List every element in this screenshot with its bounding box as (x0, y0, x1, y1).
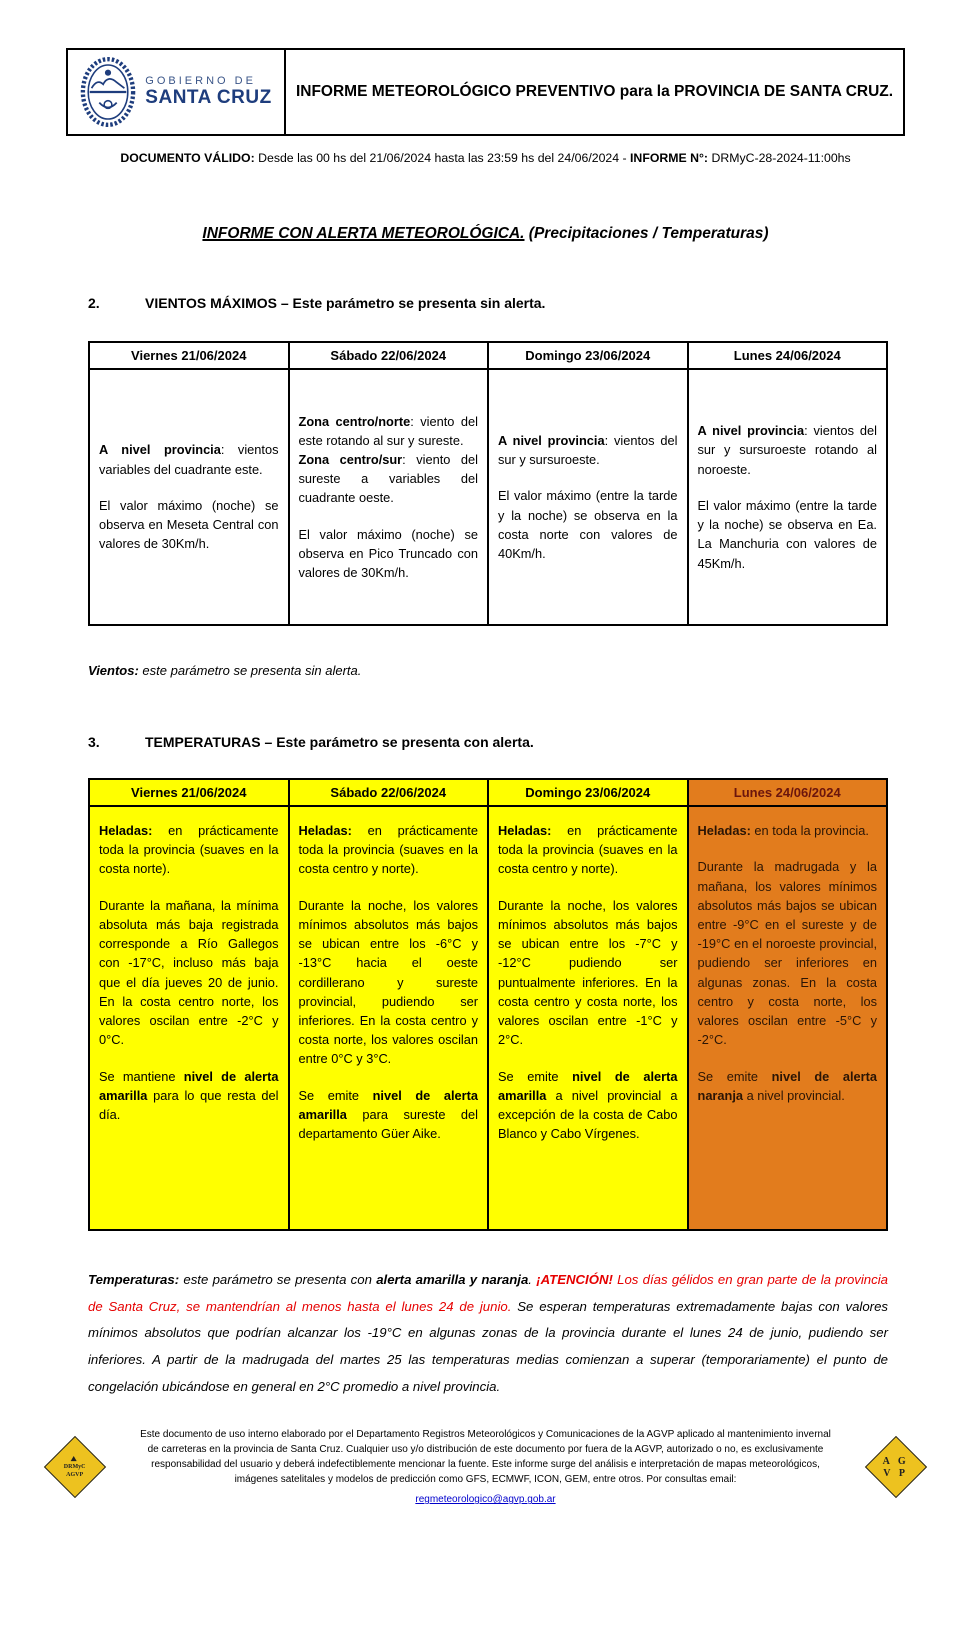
text-segment: El valor máximo (entre la tarde y la noche) se observa en la costa norte con valores de 40Km/h. (498, 488, 678, 561)
text-segment: Se emite (697, 1068, 772, 1084)
text-segment: : vientos del sur y sursuroeste rotando al noroeste. (697, 423, 878, 477)
text-segment: Los días gélidos en gran parte de la provincia de Santa Cruz, se mantendrían al menos hasta el lunes 24 de junio. (88, 1272, 888, 1314)
report-title: INFORME METEOROLÓGICO PREVENTIVO para la PROVINCIA DE SANTA CRUZ. (295, 83, 894, 100)
text-segment: nivel de alerta amarilla (298, 1087, 479, 1122)
temp-cell-viernes (89, 806, 289, 1230)
validity-line (0, 151, 971, 165)
footer-center (136, 1427, 836, 1507)
text-segment: : viento del este rotando al sur y sureste. (298, 413, 478, 448)
agvp-badge-row1: A G (883, 1455, 909, 1467)
paragraph (99, 496, 279, 554)
text-segment: para lo que resta del día. (99, 1087, 279, 1122)
section-number: 2. (88, 295, 100, 311)
paragraph (99, 821, 279, 879)
section-heading-vientos (88, 295, 971, 311)
wind-table-header-row (89, 342, 887, 369)
paragraph (299, 525, 479, 583)
gobierno-logo-text (145, 75, 271, 109)
footer-text: Este documento de uso interno elaborado por el Departamento Registros Meteorológicos y Comunicaciones de la AGVP aplicado al mantenimiento invernal de carreteras en la provincia de Santa Cruz. Cualquier uso y/o distribución de este documento por fuera de la AGVP, autorizado o no, es exclusivamente responsabilidad del usuario y deberá indefectiblemente mencionar la fuente. Este informe surge del análisis e interpretación de mapas meteorológicos, imágenes satelitales y modelos de predicción como GFS, ECMWF, ICON, GEM, entre otros. Por consultas email: (140, 1429, 831, 1486)
wind-note-label: Vientos: (88, 663, 139, 678)
text-segment: en prácticamente toda la provincia (suaves en la costa centro y norte). (498, 823, 678, 877)
section-text: VIENTOS MÁXIMOS – Este parámetro se presenta sin alerta. (145, 295, 546, 311)
text-segment: nivel de alerta naranja (697, 1068, 878, 1103)
text-segment: A nivel provincia (99, 442, 221, 458)
text-segment: Durante la noche, los valores mínimos absolutos más bajos se ubican entre los -6°C y -13°C hacia el oeste cordillerano y sureste provincial, pudiendo ser inferiores. En la costa centro y costa norte, los valores oscilan entre 0°C y 3°C. (298, 897, 478, 1067)
drmyc-badge-emblem: ⛰ (71, 1454, 79, 1463)
informe-number-value: DRMyC-28-2024-11:00hs (708, 151, 851, 165)
wind-table-body-row (89, 369, 887, 625)
temp-header-sabado: Sábado 22/06/2024 (289, 779, 489, 806)
temp-cell-domingo (488, 806, 688, 1230)
page-footer (0, 1427, 971, 1507)
wind-cell-lunes (688, 369, 888, 625)
temp-header-viernes: Viernes 21/06/2024 (89, 779, 289, 806)
drmyc-badge-icon (44, 1436, 106, 1498)
agvp-badge-icon (865, 1436, 927, 1498)
alert-title (0, 225, 971, 243)
text-segment: Heladas: (298, 823, 352, 838)
text-segment: A nivel provincia (697, 423, 805, 439)
paragraph (299, 450, 479, 508)
wind-header-sabado: Sábado 22/06/2024 (289, 342, 489, 369)
text-segment: El valor máximo (noche) se observa en Meseta Central con valores de 30Km/h. (99, 498, 279, 552)
santa-cruz-crest-icon (80, 56, 136, 128)
paragraph (99, 896, 279, 1050)
text-segment: Durante la madrugada y la mañana, los valores mínimos absolutos más bajos se ubican entre -9°C en el sureste y de -19°C en el noroeste provincial, pudiendo ser inferiores en algunas zonas. En la costa centro y costa norte, los valores oscilan entre -5°C y -2°C. (697, 859, 877, 1048)
paragraph (299, 896, 479, 1069)
paragraph (498, 1067, 678, 1144)
text-segment: en toda la provincia. (750, 823, 869, 838)
text-segment: Heladas: (498, 823, 552, 838)
paragraph (698, 421, 878, 479)
text-segment: a nivel provincial a excepción de la costa de Cabo Blanco y Cabo Vírgenes. (498, 1087, 678, 1142)
text-segment: : vientos del sur y sursuroeste. (498, 432, 678, 467)
section-text: TEMPERATURAS – Este parámetro se presenta con alerta. (145, 734, 534, 750)
text-segment: : viento del sureste a variables del cuadrante oeste. (298, 451, 478, 506)
text-segment: Zona centro/norte (298, 413, 411, 429)
footer-email-line (136, 1489, 836, 1507)
text-segment: este parámetro se presenta con (179, 1272, 377, 1287)
logo-gobierno-de: GOBIERNO DE (145, 74, 256, 87)
text-segment: Durante la noche, los valores mínimos absolutos más bajos se ubican entre los -7°C y -12°C pudiendo ser puntualmente inferiores. En la costa centro y costa norte, los valores oscilan entre -1°C y 2°C. (498, 897, 678, 1048)
paragraph (498, 896, 678, 1050)
text-segment: ¡ATENCIÓN! (536, 1272, 613, 1287)
text-segment: . (528, 1272, 537, 1287)
drmyc-badge-line1: DRMyC (64, 1464, 86, 1471)
text-segment: El valor máximo (entre la tarde y la noche) se observa en Ea. La Manchuria con valores de 45Km/h. (697, 498, 877, 571)
wind-note-text: este parámetro se presenta sin alerta. (138, 663, 362, 678)
wind-cell-viernes (89, 369, 289, 625)
paragraph (498, 486, 678, 563)
temp-table-body-row (89, 806, 887, 1230)
text-segment: Zona centro/sur (298, 451, 403, 467)
paragraph (299, 1086, 479, 1144)
text-segment: para sureste del departamento Güer Aike. (298, 1106, 478, 1142)
wind-table (88, 341, 888, 626)
informe-number-label: INFORME N°: (630, 151, 709, 165)
validity-text: Desde las 00 hs del 21/06/2024 hasta las 23:59 hs del 24/06/2024 - (254, 151, 631, 165)
logo-santa-cruz: SANTA CRUZ (145, 87, 272, 109)
validity-label: DOCUMENTO VÁLIDO: (120, 151, 255, 165)
temp-cell-sabado (289, 806, 489, 1230)
text-segment: nivel de alerta amarilla (498, 1068, 678, 1103)
paragraph (698, 496, 878, 573)
temp-table-header-row (89, 779, 887, 806)
text-segment: Se emite (498, 1068, 573, 1084)
paragraph (498, 821, 678, 879)
temp-header-domingo: Domingo 23/06/2024 (488, 779, 688, 806)
paragraph (498, 431, 678, 469)
text-segment: Se esperan temperaturas extremadamente bajas con valores mínimos absolutos que podrían alcanzar los -19°C en algunas zonas de la provincia durante el lunes 24 de junio, pudiendo ser inferiores. A partir de la madrugada del martes 25 las temperaturas medias comienzan a superar (temporariamente) el punto de congelación ubicándose en general en 2°C promedio a nivel provincia. (88, 1298, 888, 1394)
wind-header-domingo: Domingo 23/06/2024 (488, 342, 688, 369)
text-segment: nivel de alerta amarilla (99, 1068, 279, 1103)
text-segment: alerta amarilla y naranja (376, 1272, 529, 1287)
gobierno-santa-cruz-logo (68, 50, 286, 134)
section-heading-temperaturas (88, 734, 971, 750)
footer-email-link[interactable]: regmeteorologico@agvp.gob.ar (415, 1494, 556, 1506)
text-segment: a nivel provincial. (743, 1087, 845, 1103)
report-header (66, 48, 905, 136)
agvp-badge-row2: V P (883, 1467, 909, 1479)
alert-title-rest: (Precipitaciones / Temperaturas) (524, 225, 769, 242)
text-segment: Se emite (298, 1087, 373, 1103)
temp-header-lunes: Lunes 24/06/2024 (688, 779, 888, 806)
temperature-note (88, 1267, 888, 1400)
text-segment: Durante la mañana, la mínima absoluta más baja registrada corresponde a Río Gallegos con -17°C, incluso más baja que el día jueves 20 de junio. En la costa centro norte, los valores oscilan entre -2°C y 0°C. (99, 897, 279, 1048)
paragraph (698, 821, 878, 840)
wind-note (88, 663, 971, 678)
text-segment: Se mantiene (99, 1068, 184, 1084)
wind-cell-sabado (289, 369, 489, 625)
informe-page (0, 48, 971, 1507)
wind-cell-domingo (488, 369, 688, 625)
drmyc-badge-line2: AGVP (66, 1471, 84, 1478)
text-segment: A nivel provincia (498, 432, 605, 448)
paragraph (299, 821, 479, 879)
text-segment: El valor máximo (noche) se observa en Pico Truncado con valores de 30Km/h. (298, 526, 478, 581)
text-segment: en prácticamente toda la provincia (suaves en la costa centro y norte). (298, 823, 478, 877)
text-segment: Temperaturas: (88, 1272, 180, 1287)
temperature-table (88, 778, 888, 1231)
text-segment: : vientos variables del cuadrante este. (99, 442, 279, 477)
paragraph (299, 412, 479, 450)
text-segment: Heladas: (99, 823, 153, 838)
wind-header-viernes: Viernes 21/06/2024 (89, 342, 289, 369)
paragraph (698, 857, 878, 1049)
paragraph (698, 1067, 878, 1105)
wind-header-lunes: Lunes 24/06/2024 (688, 342, 888, 369)
alert-title-underlined: INFORME CON ALERTA METEOROLÓGICA. (202, 225, 525, 242)
paragraph (99, 440, 279, 478)
text-segment: en prácticamente toda la provincia (suaves en la costa norte). (99, 823, 279, 877)
paragraph (99, 1067, 279, 1125)
temp-cell-lunes (688, 806, 888, 1230)
section-number: 3. (88, 734, 100, 750)
text-segment: Heladas: (697, 823, 751, 838)
